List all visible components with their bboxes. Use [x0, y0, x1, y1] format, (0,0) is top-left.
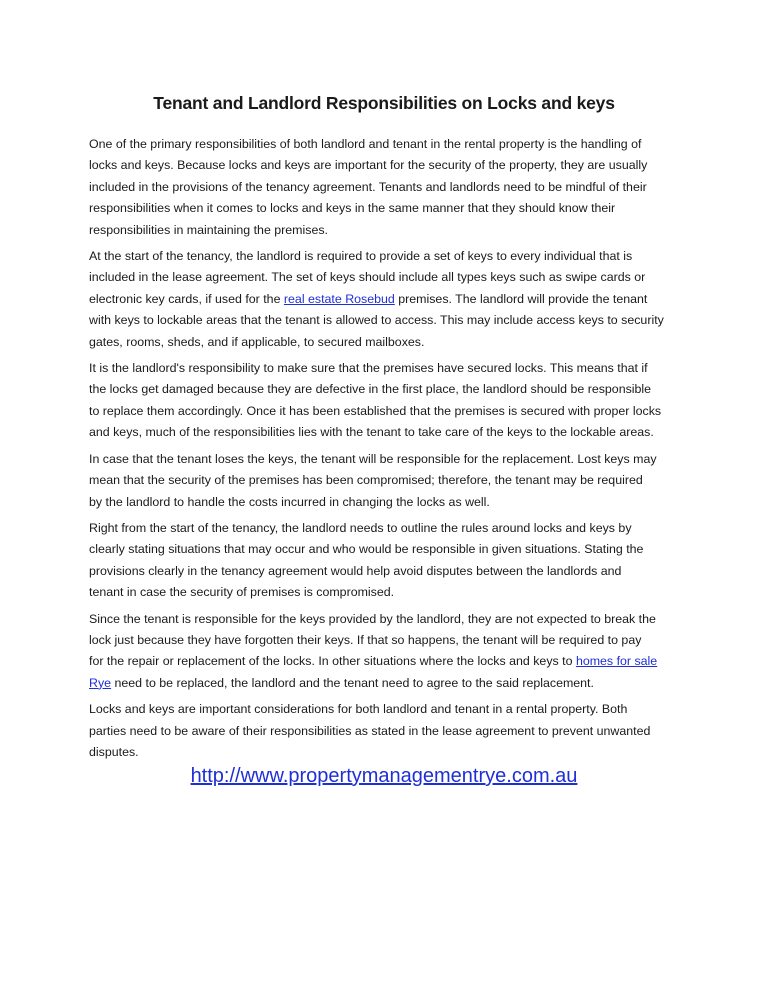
paragraph	[89, 518, 689, 604]
text-line: with keys to lockable areas that the tenant is allowed to access. This may include access keys to security	[89, 313, 664, 328]
document-body	[89, 134, 689, 768]
text-line: Since the tenant is responsible for the keys provided by the landlord, they are not expected to break the	[89, 611, 656, 626]
inline-link[interactable]: real estate Rosebud	[283, 291, 395, 306]
text-line: included in the provisions of the tenancy agreement. Tenants and landlords need to be mindful of their	[89, 179, 647, 194]
text-line: the locks get damaged because they are defective in the first place, the landlord should be responsible	[89, 382, 652, 397]
text-line: responsibilities when it comes to locks and keys in the same manner that they should know their	[89, 201, 616, 216]
paragraph	[89, 449, 689, 513]
inline-link[interactable]: Rye	[89, 675, 112, 690]
text-line: clearly stating situations that may occur and who would be responsible in given situations. Stating the	[89, 542, 644, 557]
paragraph	[89, 699, 689, 763]
text-line: responsibilities in maintaining the premises.	[89, 222, 328, 237]
text-line: Right from the start of the tenancy, the landlord needs to outline the rules around locks and keys by	[89, 520, 632, 535]
text-line: locks and keys. Because locks and keys are important for the security of the property, they are usually	[89, 158, 648, 173]
paragraph	[89, 246, 689, 353]
text-line	[89, 651, 689, 672]
text-line: parties need to be aware of their responsibilities as stated in the lease agreement to prevent unwanted	[89, 723, 651, 738]
text-line: In case that the tenant loses the keys, the tenant will be responsible for the replacement. Lost keys may	[89, 451, 657, 466]
text-segment: electronic key cards, if used for the	[89, 291, 284, 306]
text-line	[89, 289, 689, 310]
text-line: and keys, much of the responsibilities lies with the tenant to take care of the keys to the lockable areas.	[89, 425, 654, 440]
text-line: Locks and keys are important considerations for both landlord and tenant in a rental property. Both	[89, 702, 628, 717]
text-line: by the landlord to handle the costs incurred in changing the locks as well.	[89, 494, 490, 509]
text-line: to replace them accordingly. Once it has been established that the premises is secured with proper locks	[89, 403, 662, 418]
text-segment: premises. The landlord will provide the tenant	[394, 291, 648, 306]
text-line: lock just because they have forgotten their keys. If that so happens, the tenant will be required to pay	[89, 632, 642, 647]
paragraph	[89, 358, 689, 444]
text-line: It is the landlord's responsibility to make sure that the premises have secured locks. This means that if	[89, 361, 648, 376]
text-line: included in the lease agreement. The set of keys should include all types keys such as swipe cards or	[89, 270, 646, 285]
text-line: gates, rooms, sheds, and if applicable, to secured mailboxes.	[89, 334, 425, 349]
website-url-link[interactable]: http://www.propertymanagementrye.com.au	[190, 765, 578, 787]
document-title: Tenant and Landlord Responsibilities on Locks and keys	[153, 93, 615, 113]
paragraph	[89, 609, 689, 695]
text-line	[89, 673, 689, 694]
text-segment: for the repair or replacement of the locks. In other situations where the locks and keys to	[89, 654, 576, 669]
paragraph	[89, 134, 689, 241]
text-line: mean that the security of the premises has been compromised; therefore, the tenant may be required	[89, 473, 643, 488]
website-link-container	[0, 765, 768, 788]
text-line: One of the primary responsibilities of both landlord and tenant in the rental property is the handling of	[89, 137, 642, 151]
text-line: provisions clearly in the tenancy agreement would help avoid disputes between the landlords and	[89, 563, 622, 578]
text-line: tenant in case the security of premises is compromised.	[89, 585, 395, 600]
text-segment: need to be replaced, the landlord and the tenant need to agree to the said replacement.	[111, 675, 594, 690]
inline-link[interactable]: homes for sale	[575, 654, 658, 669]
text-line: At the start of the tenancy, the landlord is required to provide a set of keys to every individual that is	[89, 249, 633, 264]
text-line: disputes.	[89, 744, 139, 759]
